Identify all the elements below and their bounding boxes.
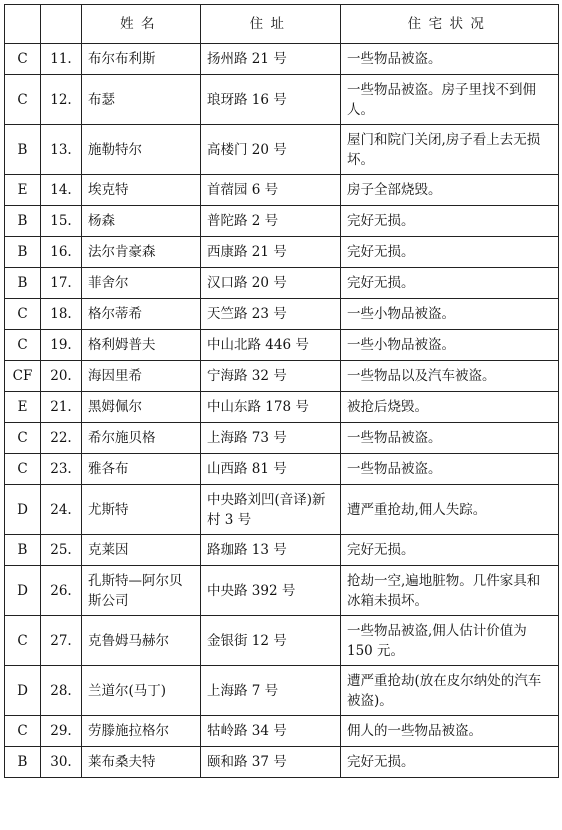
header-condition-label: 住宅状况 <box>407 16 492 32</box>
row-number: 11. <box>41 44 82 75</box>
row-name: 希尔施贝格 <box>82 423 201 454</box>
header-address-label: 住址 <box>249 16 292 32</box>
row-number: 27. <box>41 616 82 666</box>
row-number: 29. <box>41 716 82 747</box>
row-number: 18. <box>41 299 82 330</box>
row-code: C <box>5 44 41 75</box>
row-name: 尤斯特 <box>82 485 201 535</box>
row-number: 16. <box>41 237 82 268</box>
row-condition: 完好无损。 <box>341 747 559 778</box>
row-condition: 房子全部烧毁。 <box>341 175 559 206</box>
row-address: 中央路 392 号 <box>201 566 341 616</box>
table-row <box>5 125 559 175</box>
row-name: 法尔肯豪森 <box>82 237 201 268</box>
row-code: B <box>5 535 41 566</box>
row-address: 汉口路 20 号 <box>201 268 341 299</box>
table-row <box>5 299 559 330</box>
row-address: 山西路 81 号 <box>201 454 341 485</box>
row-address: 普陀路 2 号 <box>201 206 341 237</box>
row-address: 路珈路 13 号 <box>201 535 341 566</box>
row-name: 布尔布利斯 <box>82 44 201 75</box>
row-number: 23. <box>41 454 82 485</box>
row-name: 孔斯特—阿尔贝斯公司 <box>82 566 201 616</box>
row-address: 中央路刘凹(音译)新村 3 号 <box>201 485 341 535</box>
row-code: C <box>5 454 41 485</box>
row-code: C <box>5 616 41 666</box>
table-row <box>5 485 559 535</box>
table-row <box>5 716 559 747</box>
row-number: 17. <box>41 268 82 299</box>
residence-status-table <box>4 4 559 778</box>
row-number: 15. <box>41 206 82 237</box>
row-number: 13. <box>41 125 82 175</box>
header-name <box>82 5 201 44</box>
row-condition: 一些小物品被盗。 <box>341 299 559 330</box>
row-number: 12. <box>41 75 82 125</box>
row-address: 首蓿园 6 号 <box>201 175 341 206</box>
row-number: 26. <box>41 566 82 616</box>
row-code: D <box>5 566 41 616</box>
row-code: D <box>5 485 41 535</box>
row-name: 埃克特 <box>82 175 201 206</box>
row-code: C <box>5 423 41 454</box>
row-code: C <box>5 716 41 747</box>
table-header <box>5 5 559 44</box>
header-address <box>201 5 341 44</box>
row-number: 21. <box>41 392 82 423</box>
row-code: CF <box>5 361 41 392</box>
row-address: 上海路 73 号 <box>201 423 341 454</box>
row-condition: 一些物品被盗。 <box>341 454 559 485</box>
row-name: 格利姆普夫 <box>82 330 201 361</box>
row-name: 莱布桑夫特 <box>82 747 201 778</box>
table-row <box>5 268 559 299</box>
header-condition <box>341 5 559 44</box>
table-row <box>5 44 559 75</box>
row-address: 上海路 7 号 <box>201 666 341 716</box>
table-row <box>5 535 559 566</box>
table-body <box>5 44 559 778</box>
row-name: 格尔蒂希 <box>82 299 201 330</box>
row-condition: 完好无损。 <box>341 535 559 566</box>
row-condition: 被抢后烧毁。 <box>341 392 559 423</box>
row-number: 14. <box>41 175 82 206</box>
row-condition: 一些小物品被盗。 <box>341 330 559 361</box>
table-row <box>5 206 559 237</box>
row-condition: 完好无损。 <box>341 268 559 299</box>
row-condition: 抢劫一空,遍地脏物。几件家具和冰箱未损坏。 <box>341 566 559 616</box>
row-name: 海因里希 <box>82 361 201 392</box>
row-name: 雅各布 <box>82 454 201 485</box>
table-row <box>5 454 559 485</box>
row-number: 30. <box>41 747 82 778</box>
row-number: 22. <box>41 423 82 454</box>
row-address: 金银街 12 号 <box>201 616 341 666</box>
row-code: B <box>5 125 41 175</box>
row-code: D <box>5 666 41 716</box>
header-name-label: 姓名 <box>120 16 162 32</box>
table-row <box>5 330 559 361</box>
row-number: 19. <box>41 330 82 361</box>
row-address: 高楼门 20 号 <box>201 125 341 175</box>
row-name: 施勒特尔 <box>82 125 201 175</box>
row-condition: 一些物品以及汽车被盗。 <box>341 361 559 392</box>
row-name: 杨森 <box>82 206 201 237</box>
row-address: 琅玡路 16 号 <box>201 75 341 125</box>
row-code: E <box>5 175 41 206</box>
row-address: 西康路 21 号 <box>201 237 341 268</box>
row-address: 天竺路 23 号 <box>201 299 341 330</box>
row-address: 中山东路 178 号 <box>201 392 341 423</box>
header-row <box>5 5 559 44</box>
row-condition: 完好无损。 <box>341 237 559 268</box>
row-code: C <box>5 299 41 330</box>
table-row <box>5 75 559 125</box>
row-condition: 佣人的一些物品被盗。 <box>341 716 559 747</box>
row-address: 扬州路 21 号 <box>201 44 341 75</box>
table-row <box>5 175 559 206</box>
row-code: B <box>5 268 41 299</box>
table-row <box>5 747 559 778</box>
row-number: 28. <box>41 666 82 716</box>
row-condition: 完好无损。 <box>341 206 559 237</box>
row-number: 24. <box>41 485 82 535</box>
table-row <box>5 616 559 666</box>
row-address: 中山北路 446 号 <box>201 330 341 361</box>
header-number <box>41 5 82 44</box>
row-code: B <box>5 237 41 268</box>
row-address: 牯岭路 34 号 <box>201 716 341 747</box>
row-name: 布瑟 <box>82 75 201 125</box>
row-code: C <box>5 330 41 361</box>
row-address: 宁海路 32 号 <box>201 361 341 392</box>
row-number: 20. <box>41 361 82 392</box>
table-row <box>5 361 559 392</box>
header-code <box>5 5 41 44</box>
row-code: B <box>5 747 41 778</box>
row-condition: 一些物品被盗,佣人估计价值为 150 元。 <box>341 616 559 666</box>
table-row <box>5 237 559 268</box>
row-condition: 一些物品被盗。 <box>341 423 559 454</box>
row-code: E <box>5 392 41 423</box>
table-row <box>5 392 559 423</box>
row-condition: 遭严重抢劫,佣人失踪。 <box>341 485 559 535</box>
row-number: 25. <box>41 535 82 566</box>
row-condition: 一些物品被盗。房子里找不到佣人。 <box>341 75 559 125</box>
row-name: 克鲁姆马赫尔 <box>82 616 201 666</box>
row-name: 黑姆佩尔 <box>82 392 201 423</box>
table-row <box>5 423 559 454</box>
row-condition: 屋门和院门关闭,房子看上去无损坏。 <box>341 125 559 175</box>
table-row <box>5 666 559 716</box>
row-name: 劳滕施拉格尔 <box>82 716 201 747</box>
row-name: 兰道尔(马丁) <box>82 666 201 716</box>
row-condition: 一些物品被盗。 <box>341 44 559 75</box>
row-name: 菲舍尔 <box>82 268 201 299</box>
row-address: 颐和路 37 号 <box>201 747 341 778</box>
row-name: 克莱因 <box>82 535 201 566</box>
row-condition: 遭严重抢劫(放在皮尔纳处的汽车被盗)。 <box>341 666 559 716</box>
table-row <box>5 566 559 616</box>
row-code: C <box>5 75 41 125</box>
row-code: B <box>5 206 41 237</box>
